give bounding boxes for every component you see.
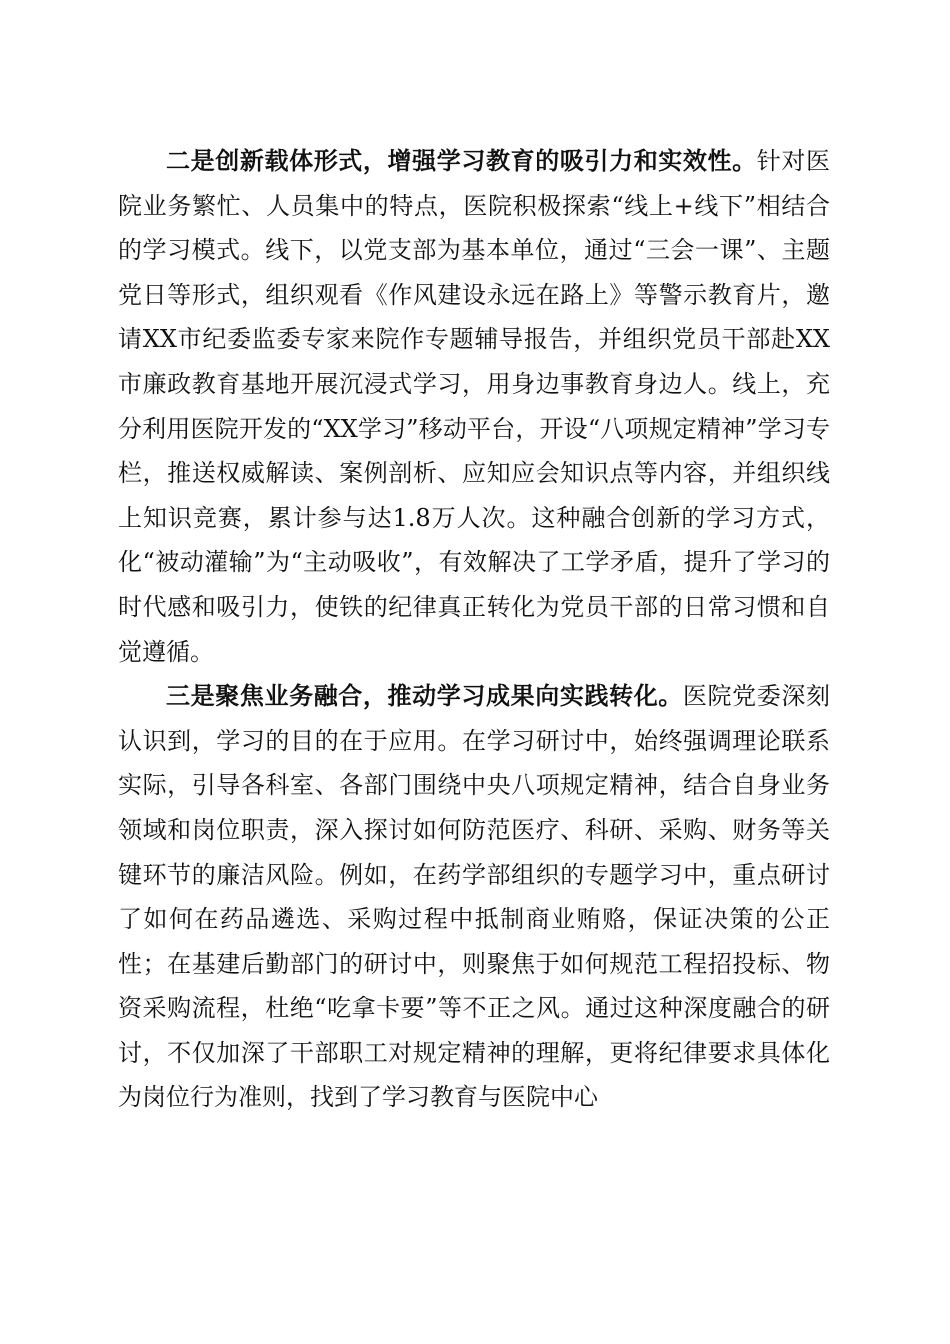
paragraph-lead: 二是创新载体形式，增强学习教育的吸引力和实效性。 [166, 146, 757, 175]
paragraph-integration [118, 674, 830, 1120]
paragraph-body: 医院党委深刻认识到，学习的目的在于应用。在学习研讨中，始终强调理论联系实际，引导各科室、各部门围绕中央八项规定精神，结合自身业务领域和岗位职责，深入探讨如何防范医疗、科研、采购、财务等关键环节的廉洁风险。例如，在药学部组织的专题学习中，重点研讨了如何在药品遴选、采购过程中抵制商业贿赂，保证决策的公正性；在基建后勤部门的研讨中，则聚焦于如何规范工程招投标、物资采购流程，杜绝“吃拿卡要”等不正之风。通过这种深度融合的研讨，不仅加深了干部职工对规定精神的理解，更将纪律要求具体化为岗位行为准则，找到了学习教育与医院中心 [118, 682, 830, 1112]
paragraph-innovation [118, 139, 830, 674]
paragraph-body: 针对医院业务繁忙、人员集中的特点，医院积极探索“线上+线下”相结合的学习模式。线下，以党支部为基本单位，通过“三会一课”、主题党日等形式，组织观看《作风建设永远在路上》等警示教育片，邀请XX市纪委监委专家来院作专题辅导报告，并组织党员干部赴XX市廉政教育基地开展沉浸式学习，用身边事教育身边人。线上，充分利用医院开发的“XX学习”移动平台，开设“八项规定精神”学习专栏，推送权威解读、案例剖析、应知应会知识点等内容，并组织线上知识竞赛，累计参与达1.8万人次。这种融合创新的学习方式，化“被动灌输”为“主动吸收”，有效解决了工学矛盾，提升了学习的时代感和吸引力，使铁的纪律真正转化为党员干部的日常习惯和自觉遵循。 [118, 147, 831, 666]
paragraph-lead: 三是聚焦业务融合，推动学习成果向实践转化。 [166, 681, 683, 711]
document-body [118, 139, 830, 1120]
